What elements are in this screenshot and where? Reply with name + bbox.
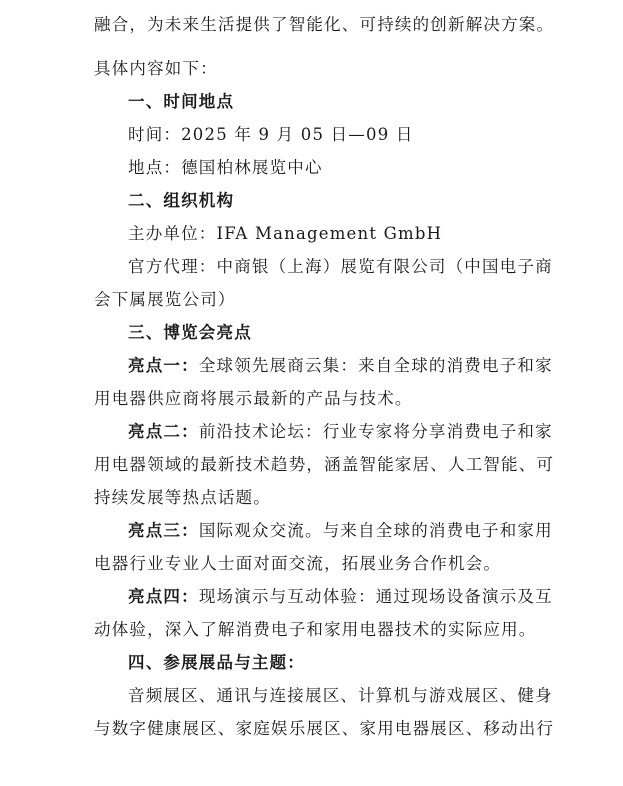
section-heading-highlights: 三、博览会亮点 <box>128 323 252 342</box>
place-line: 地点：德国柏林展览中心 <box>128 158 323 177</box>
highlight-text: 前沿技术论坛：行业专家将分享消费电子和家 <box>198 422 553 441</box>
paragraph-line: 融合，为未来生活提供了智能化、可持续的创新解决方案。 <box>94 15 555 34</box>
section-heading-organization: 二、组织机构 <box>128 191 235 210</box>
highlight-text: 现场演示与互动体验：通过现场设备演示及互 <box>198 587 553 606</box>
time-line: 时间：2025 年 9 月 05 日—09 日 <box>128 125 414 144</box>
paragraph-line: 具体内容如下： <box>94 59 218 78</box>
highlight-label: 亮点四： <box>128 587 199 606</box>
highlight-4 <box>128 583 553 607</box>
exhibit-line-cont: 与数字健康展区、家庭娱乐展区、家用电器展区、移动出行 <box>94 719 555 738</box>
highlight-2-cont: 用电器领域的最新技术趋势，涵盖智能家居、人工智能、可 <box>94 455 555 474</box>
highlight-2 <box>128 418 553 442</box>
agent-line-cont: 会下属展览公司） <box>94 290 236 309</box>
agent-line: 官方代理：中商银（上海）展览有限公司（中国电子商 <box>128 257 553 276</box>
highlight-3-cont: 电器行业专业人士面对面交流，拓展业务合作机会。 <box>94 554 502 573</box>
highlight-label: 亮点二： <box>128 422 199 441</box>
highlight-label: 亮点三： <box>128 521 199 540</box>
exhibit-line: 音频展区、通讯与连接展区、计算机与游戏展区、健身 <box>128 686 553 705</box>
organizer-line: 主办单位：IFA Management GmbH <box>128 224 443 243</box>
highlight-1 <box>128 352 553 376</box>
section-heading-time-place: 一、时间地点 <box>128 92 235 111</box>
highlight-label: 亮点一： <box>128 356 199 375</box>
highlight-3 <box>128 517 553 541</box>
highlight-4-cont: 动体验，深入了解消费电子和家用电器技术的实际应用。 <box>94 620 537 639</box>
highlight-1-cont: 用电器供应商将展示最新的产品与技术。 <box>94 389 413 408</box>
highlight-text: 全球领先展商云集：来自全球的消费电子和家 <box>198 356 553 375</box>
section-heading-exhibits: 四、参展展品与主题： <box>128 653 305 672</box>
highlight-2-cont: 持续发展等热点话题。 <box>94 488 271 507</box>
highlight-text: 国际观众交流。与来自全球的消费电子和家用 <box>198 521 553 540</box>
